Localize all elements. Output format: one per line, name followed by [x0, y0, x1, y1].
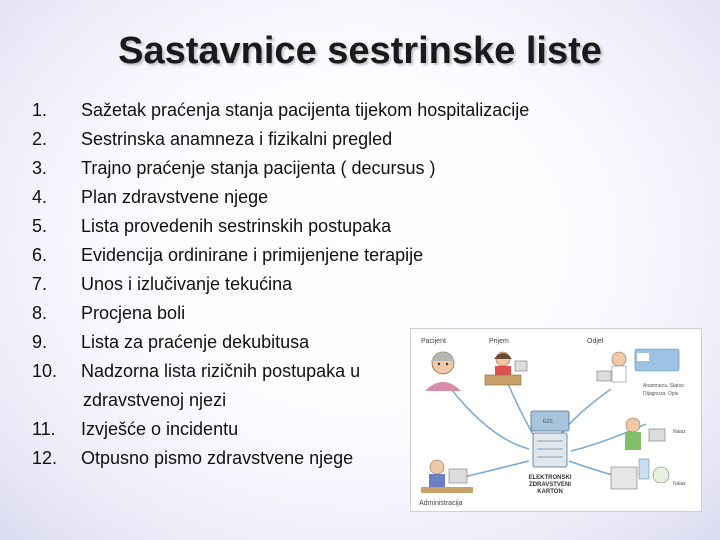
list-item-number: 8.: [32, 303, 48, 323]
list-item-text: Sažetak praćenja stanja pacijenta tijekom hospitalizacije: [81, 100, 530, 120]
ward-icon: [597, 352, 626, 382]
list-item-text: Otpusno pismo zdravstvene njege: [81, 448, 354, 468]
list-item: [32, 183, 632, 212]
list-item: [32, 125, 632, 154]
label-administracija: Administracija: [419, 500, 463, 507]
list-item-text: Izvješće o incidentu: [81, 419, 239, 439]
reception-desk-icon: [485, 352, 527, 385]
administration-icon: [421, 460, 473, 493]
list-item-text-continued: zdravstvenoj njezi: [83, 390, 227, 410]
doctor-icon: [625, 418, 665, 450]
list-item-number: 7.: [32, 274, 48, 294]
list-item: [32, 270, 632, 299]
list-item-text: Unos i izlučivanje tekućina: [81, 274, 293, 294]
ehr-label-line1: ELEKTRONSKI: [528, 475, 572, 481]
list-item-text: Lista za praćenje dekubitusa: [81, 332, 310, 352]
list-item-text: Nadzorna lista rizičnih postupaka u: [81, 361, 361, 381]
list-item: [32, 96, 632, 125]
label-nalaz: Nalaz: [673, 429, 686, 435]
label-dijagnoza: Dijagnoza, Opis: [643, 391, 679, 397]
list-item: [32, 154, 632, 183]
list-item-number: 1.: [32, 100, 48, 120]
list-item-number: 6.: [32, 245, 48, 265]
ehr-label-line3: KARTON: [537, 489, 563, 495]
list-item: [32, 212, 632, 241]
list-item-number: 2.: [32, 129, 48, 149]
server-label: EZS: [543, 419, 553, 425]
lab-icon: [611, 459, 669, 489]
list-item-text: Lista provedenih sestrinskih postupaka: [81, 216, 392, 236]
patient-icon: [425, 352, 461, 391]
list-item-number: 3.: [32, 158, 48, 178]
label-odjel: Odjel: [587, 338, 604, 345]
label-nalaz-2: Nalaz: [673, 481, 686, 487]
bed-icon: [635, 349, 679, 371]
label-pacijent: Pacijent: [421, 338, 446, 345]
list-item-number: 4.: [32, 187, 48, 207]
list-item-number: 9.: [32, 332, 48, 352]
server-icon: [531, 411, 569, 467]
slide-title: Sastavnice sestrinske liste: [118, 30, 602, 72]
list-item: [32, 241, 632, 270]
ehr-label-line2: ZDRAVSTVENI: [529, 482, 571, 488]
list-item-text: Sestrinska anamneza i fizikalni pregled: [81, 129, 393, 149]
list-item-text: Evidencija ordinirane i primijenjene terapije: [81, 245, 424, 265]
list-item-text: Trajno praćenje stanja pacijenta ( decursus ): [81, 158, 436, 178]
label-anamneza: Anamneza, Status: [643, 383, 684, 389]
ehr-diagram: [411, 329, 701, 511]
list-item-text: Procjena boli: [81, 303, 186, 323]
list-item: [32, 299, 632, 328]
list-item-number: 11.: [32, 419, 56, 439]
list-item-number: 12.: [32, 448, 58, 468]
ehr-illustration: [410, 328, 702, 512]
label-prijem: Prijem: [489, 338, 509, 345]
list-item-number: 10.: [32, 361, 58, 381]
list-item-number: 5.: [32, 216, 48, 236]
list-item-text: Plan zdravstvene njege: [81, 187, 269, 207]
